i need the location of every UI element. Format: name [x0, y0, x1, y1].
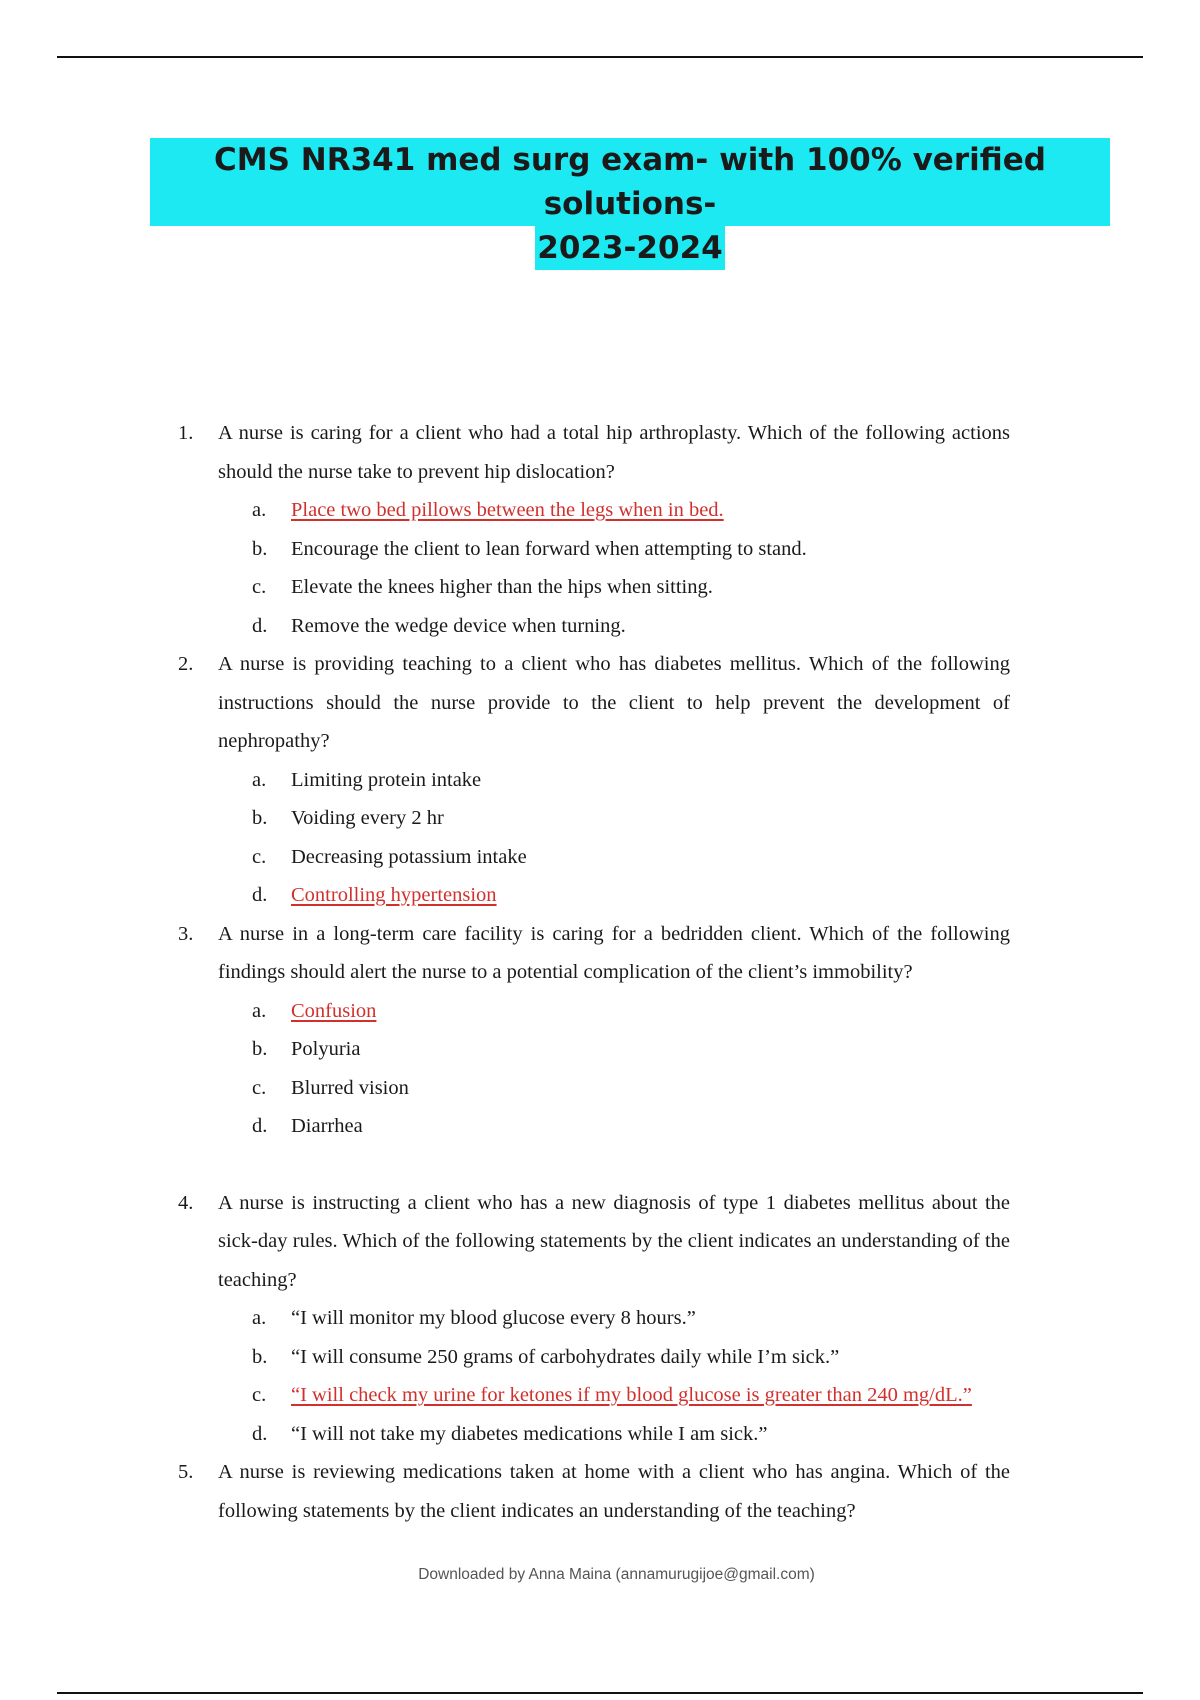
title-line-2: 2023-2024 [535, 226, 724, 270]
option-text: Polyuria [291, 1038, 361, 1060]
option-letter: b. [252, 807, 268, 829]
option-c [218, 1376, 1010, 1415]
option-letter: c. [252, 845, 267, 868]
option-letter: a. [252, 999, 267, 1022]
option-text: Diarrhea [291, 1115, 363, 1137]
option-text: “I will monitor my blood glucose every 8 hours.” [291, 1307, 696, 1329]
option-letter: d. [252, 614, 268, 637]
footer-rule [57, 1692, 1143, 1694]
option-text: Elevate the knees higher than the hips when sitting. [291, 576, 713, 598]
option-b [218, 1338, 1010, 1377]
correct-answer: “I will check my urine for ketones if my blood glucose is greater than 240 mg/dL.” [291, 1384, 972, 1406]
option-text: Limiting protein intake [291, 768, 482, 791]
question-1 [178, 414, 1010, 645]
question-number: 5. [178, 1461, 194, 1483]
option-c [218, 568, 1010, 607]
question-number: 2. [178, 653, 194, 675]
question-text: A nurse is providing teaching to a client who has diabetes mellitus. Which of the following instructions should the nurse provide to the client to help prevent the development of nephropathy? [218, 653, 1010, 752]
option-text: Voiding every 2 hr [291, 807, 444, 829]
option-letter: b. [252, 1038, 268, 1060]
correct-answer: Place two bed pillows between the legs when in bed. [291, 499, 724, 521]
option-c [218, 838, 1010, 877]
option-letter: d. [252, 884, 268, 906]
option-text: Blurred vision [291, 1076, 409, 1099]
document-title [150, 138, 1110, 270]
option-c [218, 1069, 1010, 1108]
option-letter: d. [252, 1422, 268, 1445]
question-list [178, 414, 1010, 1530]
option-text: Encourage the client to lean forward when attempting to stand. [291, 537, 807, 560]
option-letter: a. [252, 499, 267, 521]
question-2 [178, 645, 1010, 915]
option-letter: a. [252, 768, 267, 791]
option-b [218, 799, 1010, 838]
option-text: “I will consume 250 grams of carbohydrates daily while I’m sick.” [291, 1345, 840, 1368]
option-letter: a. [252, 1307, 267, 1329]
option-a [218, 491, 1010, 530]
option-d [218, 607, 1010, 646]
header-rule [57, 56, 1143, 58]
option-a [218, 1299, 1010, 1338]
question-number: 4. [178, 1191, 194, 1214]
correct-answer: Confusion [291, 999, 377, 1022]
option-letter: b. [252, 537, 268, 560]
option-d [218, 1107, 1010, 1146]
option-a [218, 761, 1010, 800]
question-text: A nurse is caring for a client who had a total hip arthroplasty. Which of the following actions should the nurse take to prevent hip dislocation? [218, 422, 1010, 483]
option-letter: d. [252, 1115, 268, 1137]
question-5 [178, 1453, 1010, 1530]
option-text: “I will not take my diabetes medications while I am sick.” [291, 1422, 768, 1445]
option-a [218, 992, 1010, 1031]
option-list [218, 992, 1010, 1146]
option-letter: c. [252, 1076, 267, 1099]
correct-answer: Controlling hypertension [291, 884, 497, 906]
option-d [218, 1415, 1010, 1454]
title-line-1: CMS NR341 med surg exam- with 100% verified solutions- [150, 138, 1110, 226]
option-text: Remove the wedge device when turning. [291, 614, 626, 637]
option-letter: b. [252, 1345, 268, 1368]
option-text: Decreasing potassium intake [291, 845, 527, 868]
question-4 [178, 1184, 1010, 1454]
option-list [218, 491, 1010, 645]
option-list [218, 761, 1010, 915]
question-text: A nurse in a long-term care facility is caring for a bedridden client. Which of the following findings should alert the nurse to a potential complication of the client’s immobility? [218, 922, 1010, 983]
question-number: 3. [178, 922, 194, 945]
option-b [218, 530, 1010, 569]
option-letter: c. [252, 576, 267, 598]
download-footer: Downloaded by Anna Maina (annamurugijoe@gmail.com) [418, 1566, 815, 1583]
option-b [218, 1030, 1010, 1069]
question-number: 1. [178, 422, 194, 444]
option-letter: c. [252, 1384, 267, 1406]
question-text: A nurse is instructing a client who has a new diagnosis of type 1 diabetes mellitus about the sick-day rules. Which of the following statements by the client indicates an understanding of the teaching? [218, 1191, 1010, 1291]
option-d [218, 876, 1010, 915]
question-text: A nurse is reviewing medications taken at home with a client who has angina. Which of the following statements by the client indicates an understanding of the teaching? [218, 1461, 1010, 1522]
option-list [218, 1299, 1010, 1453]
question-3 [178, 915, 1010, 1146]
